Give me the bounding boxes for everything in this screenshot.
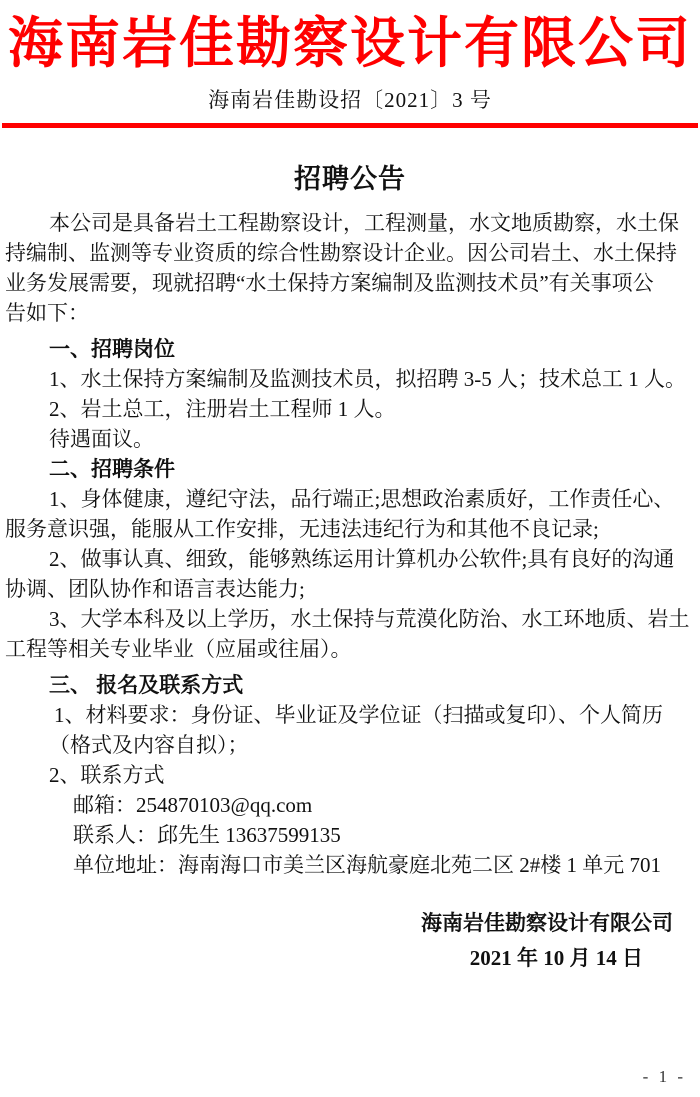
document-body (0, 163, 700, 976)
page-number: - 1 - (642, 1067, 686, 1086)
section2-heading: 二、招聘条件 (49, 457, 175, 481)
section3-heading: 三、 报名及联系方式 (49, 673, 244, 697)
section2-line-4: 协调、团队协作和语言表达能力; (5, 577, 305, 601)
intro-line-3: 业务发展需要，现就招聘“水土保持方案编制及监测技术员”有关事项公 (5, 271, 654, 295)
section1-item-3: 待遇面议。 (49, 427, 154, 451)
company-title: 海南岩佳勘察设计有限公司 (7, 13, 692, 74)
contact-email-line: 邮箱：254870103@qq.com (73, 793, 313, 817)
section1-item-1: 1、水土保持方案编制及监测技术员，拟招聘 3-5 人；技术总工 1 人。 (49, 367, 686, 391)
section2-line-3: 2、做事认真、细致，能够熟练运用计算机办公软件;具有良好的沟通 (49, 547, 675, 571)
section2-line-5: 3、大学本科及以上学历，水土保持与荒漠化防治、水工环地质、岩土 (49, 607, 690, 631)
document-number: 海南岩佳勘设招〔2021〕3 号 (208, 88, 492, 112)
section1-item-2: 2、岩土总工，注册岩土工程师 1 人。 (49, 397, 396, 421)
letterhead (0, 0, 700, 128)
section2-line-2: 服务意识强，能服从工作安排，无违法违纪行为和其他不良记录; (5, 517, 599, 541)
contact-person-line: 联系人：邱先生 13637599135 (73, 823, 341, 847)
intro-line-2: 持编制、监测等专业资质的综合性勘察设计企业。因公司岩土、水土保持 (5, 241, 677, 265)
section2-line-1: 1、身体健康，遵纪守法，品行端正;思想政治素质好，工作责任心、 (49, 487, 675, 511)
signature-company: 海南岩佳勘察设计有限公司 (421, 911, 673, 935)
announcement-title: 招聘公告 (294, 164, 406, 194)
section3-line-2: （格式及内容自拟）； (49, 733, 249, 757)
signature-block (5, 906, 695, 976)
section3-line-1: 1、材料要求：身份证、毕业证及学位证（扫描或复印）、个人简历 (54, 703, 663, 727)
contact-address-line: 单位地址：海南海口市美兰区海航豪庭北苑二区 2#楼 1 单元 701 (73, 853, 661, 877)
section1-heading: 一、招聘岗位 (49, 337, 175, 361)
intro-line-1: 本公司是具备岩土工程勘察设计，工程测量，水文地质勘察，水土保 (49, 211, 679, 235)
section3-line-3: 2、联系方式 (49, 763, 165, 787)
intro-line-4: 告如下： (5, 301, 89, 325)
signature-date: 2021 年 10 月 14 日 (469, 946, 643, 970)
red-divider-line (2, 123, 698, 128)
section2-line-6: 工程等相关专业毕业（应届或往届）。 (5, 637, 352, 661)
